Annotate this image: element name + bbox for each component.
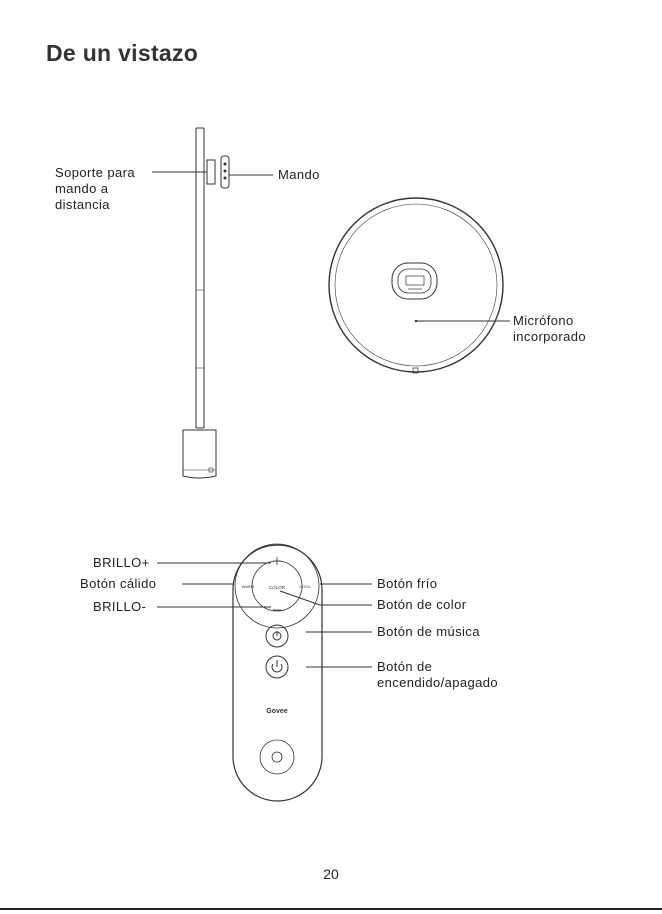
floor-lamp-drawing: [183, 128, 229, 478]
microphone-label: Micrófono incorporado: [513, 313, 587, 344]
brightness-down-label: BRILLO-: [93, 599, 147, 614]
remote-color-text: COLOR: [268, 585, 286, 590]
power-button-label: Botón de encendido/apagado: [377, 659, 499, 690]
remote-label: Mando: [278, 167, 320, 182]
lamp-base-drawing: [183, 430, 216, 478]
remote-cool-text: COOL: [299, 584, 311, 589]
color-button-label: Botón de color: [377, 597, 467, 612]
remote-warm-text: WARM: [241, 584, 255, 589]
page-title: De un vistazo: [46, 40, 199, 66]
remote-holder-drawing: [207, 160, 215, 184]
footer-divider: [0, 908, 662, 910]
cool-button-label: Botón frío: [377, 576, 438, 591]
lamp-head-drawing: [329, 198, 503, 373]
brightness-up-label: BRILLO+: [93, 555, 150, 570]
music-button-label: Botón de música: [377, 624, 480, 639]
remote-holder-label: Soporte para mando a distancia: [55, 165, 135, 212]
warm-button-label: Botón cálido: [80, 576, 157, 591]
page-number: 20: [323, 866, 339, 882]
govee-logo: Govee: [266, 708, 288, 715]
callout-lines: [152, 172, 510, 667]
lamp-pole: [196, 128, 204, 428]
remote-control-drawing: [233, 544, 322, 801]
